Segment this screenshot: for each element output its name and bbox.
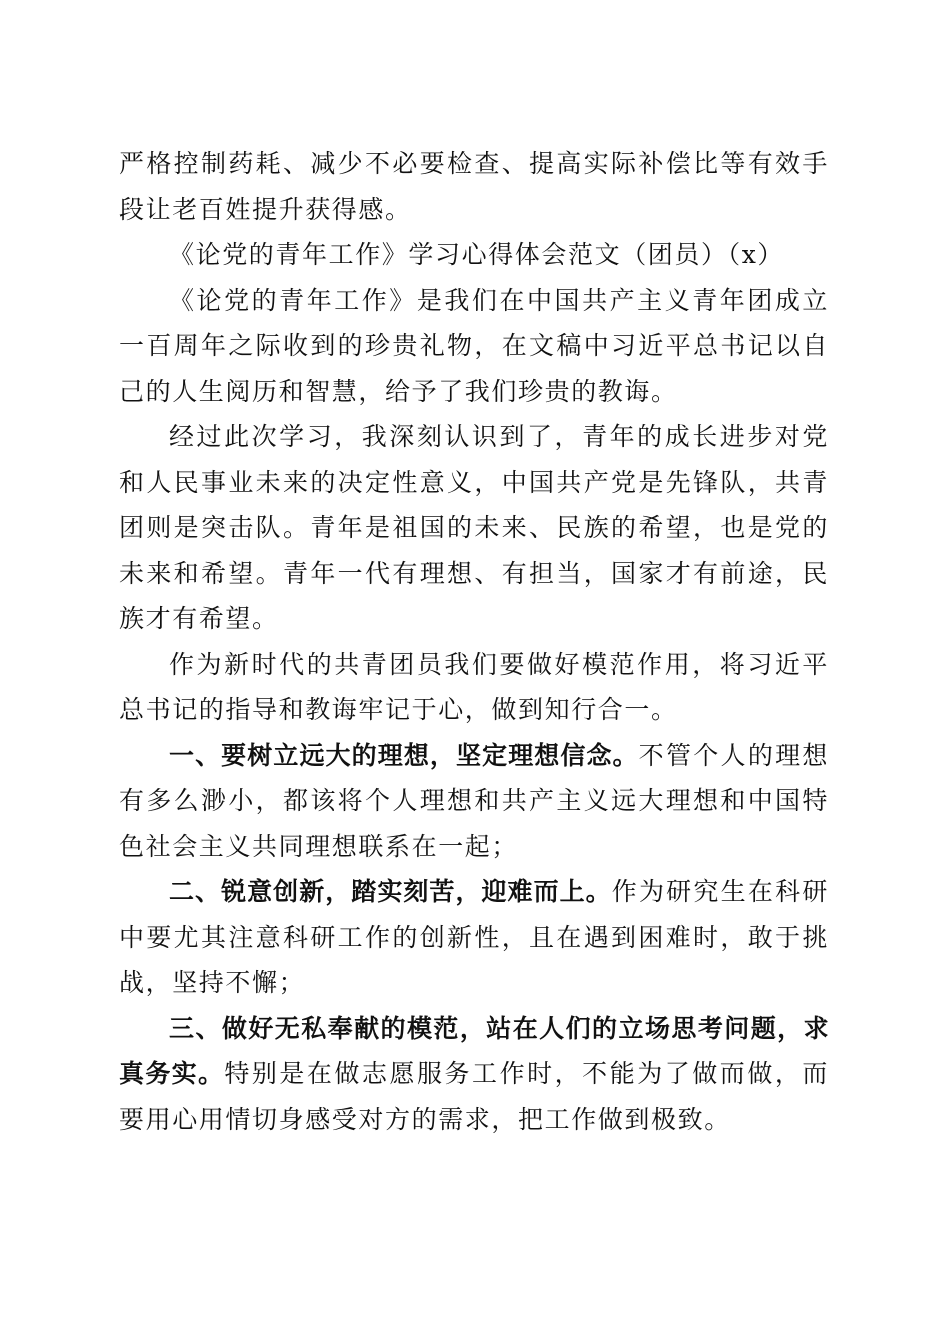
point-body: 作为研究生在科研中要尤其注意科研工作的创新性，且在遇到困难时，敢于挑战，坚持不懈； bbox=[119, 877, 829, 997]
intro-paragraph: 严格控制药耗、减少不必要检查、提高实际补偿比等有效手段让老百姓提升获得感。 bbox=[119, 149, 829, 224]
paragraph: 作为新时代的共青团员我们要做好模范作用，将习近平总书记的指导和教诲牢记于心，做到知行合一。 bbox=[119, 649, 829, 724]
point-heading: 三、做好无私奉献的模范，站在人们的立场思考问题，求真务实。 bbox=[119, 1013, 829, 1088]
point-paragraph bbox=[119, 869, 829, 1006]
paragraph: 《论党的青年工作》是我们在中国共产主义青年团成立一百周年之际收到的珍贵礼物，在文稿中习近平总书记以自己的人生阅历和智慧，给予了我们珍贵的教诲。 bbox=[119, 285, 829, 406]
point-heading: 一、要树立远大的理想，坚定理想信念。 bbox=[169, 740, 639, 770]
document-title: 《论党的青年工作》学习心得体会范文（团员）（x） bbox=[169, 240, 785, 269]
paragraph: 经过此次学习，我深刻认识到了，青年的成长进步对党和人民事业未来的决定性意义，中国共产党是先锋队，共青团则是突击队。青年是祖国的未来、民族的希望，也是党的未来和希望。青年一代有理想、有担当，国家才有前途，民族才有希望。 bbox=[119, 422, 829, 633]
point-body: 特别是在做志愿服务工作时，不能为了做而做，而要用心用情切身感受对方的需求，把工作做到极致。 bbox=[119, 1059, 829, 1134]
point-paragraph bbox=[119, 1006, 829, 1143]
document-body bbox=[119, 141, 829, 1142]
point-paragraph bbox=[119, 733, 829, 870]
point-heading: 二、锐意创新，踏实刻苦，迎难而上。 bbox=[169, 877, 612, 906]
point-body: 不管个人的理想有多么渺小，都该将个人理想和共产主义远大理想和中国特色社会主义共同理想联系在一起； bbox=[119, 740, 830, 861]
